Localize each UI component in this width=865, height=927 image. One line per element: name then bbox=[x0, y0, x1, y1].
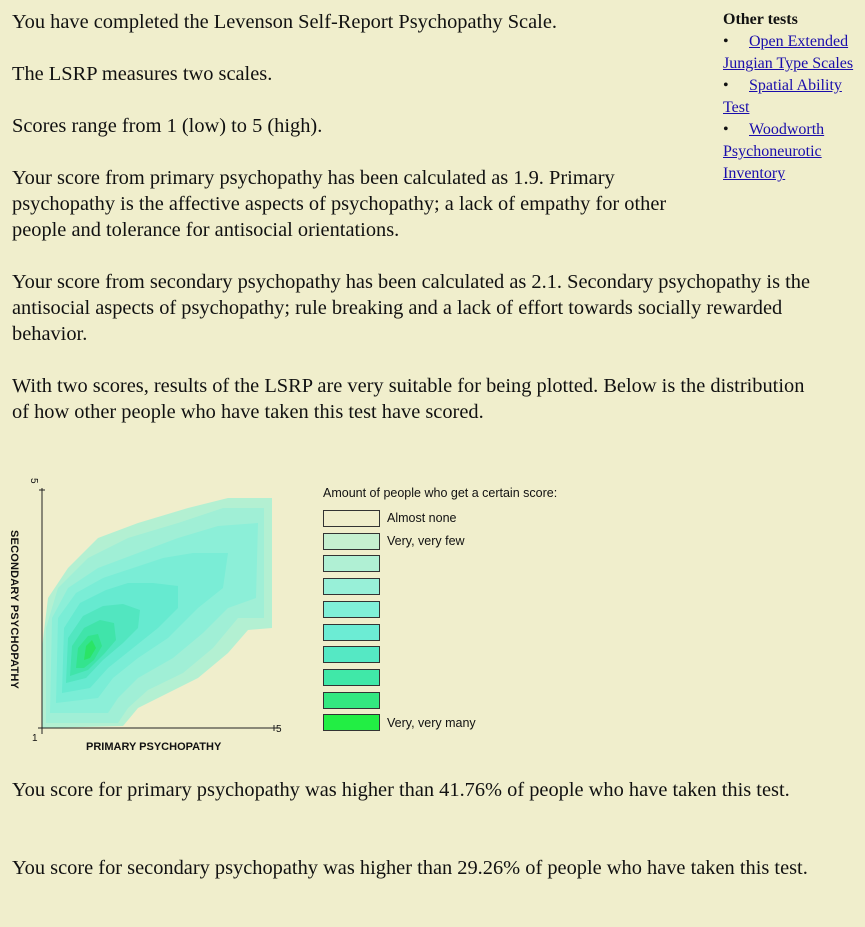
legend-swatch bbox=[323, 533, 380, 550]
y-axis-label: SECONDARY PSYCHOPATHY bbox=[8, 530, 20, 690]
primary-percentile-text: You score for primary psychopathy was higher than 41.76% of people who have taken this test. bbox=[12, 779, 790, 801]
y-max-tick: 5 bbox=[28, 478, 39, 484]
link-spatial-ability-test[interactable]: Spatial Ability Test bbox=[723, 77, 842, 116]
legend-swatch bbox=[323, 555, 380, 572]
bullet-icon: • bbox=[723, 77, 729, 94]
legend-swatch bbox=[323, 601, 380, 618]
legend-swatch bbox=[323, 669, 380, 686]
completion-message: You have completed the Levenson Self-Report Psychopathy Scale. bbox=[12, 11, 557, 33]
x-axis-label: PRIMARY PSYCHOPATHY bbox=[86, 741, 222, 753]
bullet-icon: • bbox=[723, 33, 729, 50]
list-item bbox=[723, 31, 863, 75]
plot-intro-text: With two scores, results of the LSRP are very suitable for being plotted. Below is the distribution of how other people who have taken this test have scored. bbox=[12, 375, 805, 423]
primary-score-text: Your score from primary psychopathy has been calculated as 1.9. Primary psychopathy is the affective aspects of psychopathy; a lack of empathy for other people and tolerance for antisocial orientations. bbox=[12, 167, 667, 241]
list-item bbox=[723, 119, 863, 185]
legend-label-very-few: Very, very few bbox=[387, 534, 465, 548]
density-contours bbox=[42, 498, 272, 728]
score-range: Scores range from 1 (low) to 5 (high). bbox=[12, 115, 323, 137]
other-tests-list bbox=[723, 31, 863, 185]
legend-swatch bbox=[323, 578, 380, 595]
legend-title: Amount of people who get a certain score: bbox=[323, 486, 558, 500]
other-tests-sidebar bbox=[723, 9, 863, 185]
other-tests-heading: Other tests bbox=[723, 11, 798, 28]
legend-swatch bbox=[323, 624, 380, 641]
x-max-tick: 5 bbox=[276, 724, 282, 735]
link-woodworth-inventory[interactable]: Woodworth Psychoneurotic Inventory bbox=[723, 121, 825, 182]
legend-label-almost-none: Almost none bbox=[387, 511, 457, 525]
link-jungian-type-scales[interactable]: Open Extended Jungian Type Scales bbox=[723, 33, 854, 72]
secondary-percentile-text: You score for secondary psychopathy was higher than 29.26% of people who have taken this test. bbox=[12, 857, 808, 879]
score-distribution-plot bbox=[28, 478, 290, 748]
legend-label-very-many: Very, very many bbox=[387, 716, 476, 730]
legend-swatch bbox=[323, 714, 380, 731]
list-item bbox=[723, 75, 863, 119]
legend-swatch bbox=[323, 692, 380, 709]
legend-swatch bbox=[323, 646, 380, 663]
legend-swatch bbox=[323, 510, 380, 527]
bullet-icon: • bbox=[723, 121, 729, 138]
secondary-score-text: Your score from secondary psychopathy has been calculated as 2.1. Secondary psychopathy is the antisocial aspects of psychopathy; rule breaking and a lack of effort towards socially rewarded behavior. bbox=[12, 271, 811, 345]
scales-description: The LSRP measures two scales. bbox=[12, 63, 273, 85]
x-min-tick: 1 bbox=[32, 733, 38, 744]
